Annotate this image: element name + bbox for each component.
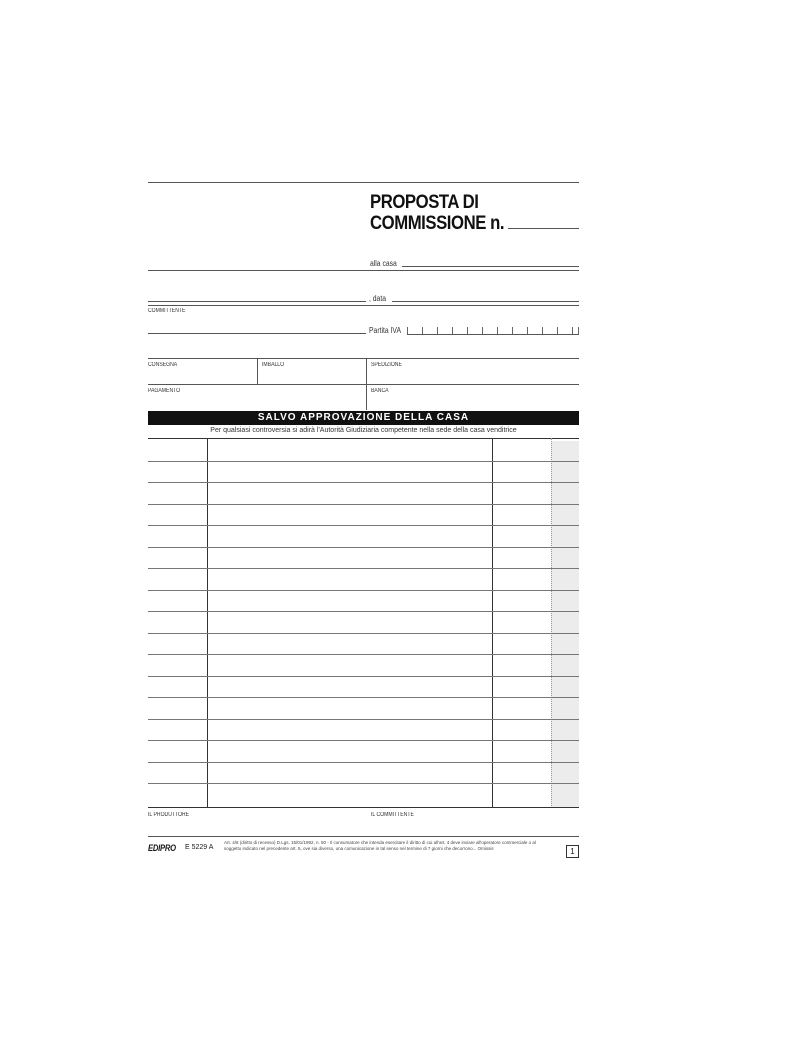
table-row[interactable] xyxy=(148,676,579,677)
iva-digit-divider xyxy=(527,327,528,334)
alla-casa-line[interactable] xyxy=(402,266,579,267)
document-title-line1: PROPOSTA DI xyxy=(370,192,479,213)
brand-text: EDIPRO xyxy=(148,843,176,853)
iva-digit-divider xyxy=(437,327,438,334)
shipping-mid-rule xyxy=(148,384,579,385)
table-row[interactable] xyxy=(148,611,579,612)
table-column-divider xyxy=(551,438,552,808)
partita-iva-field[interactable] xyxy=(407,334,579,335)
table-column-divider xyxy=(492,438,493,808)
table-column-divider xyxy=(207,438,208,808)
partita-iva-label: Partita IVA xyxy=(369,326,402,335)
pagamento-label: PAGAMENTO xyxy=(148,388,181,394)
commission-number-line[interactable] xyxy=(508,228,579,229)
table-row[interactable] xyxy=(148,547,579,548)
table-row[interactable] xyxy=(148,482,579,483)
table-row[interactable] xyxy=(148,525,579,526)
table-row[interactable] xyxy=(148,461,579,462)
top-rule xyxy=(148,182,579,183)
iva-digit-divider xyxy=(452,327,453,334)
spedizione-label: SPEDIZIONE xyxy=(371,362,402,368)
table-row[interactable] xyxy=(148,568,579,569)
table-row[interactable] xyxy=(148,719,579,720)
place-line[interactable] xyxy=(148,301,366,302)
banca-label: BANCA xyxy=(371,388,389,394)
page-number: 1 xyxy=(566,845,579,858)
table-top-rule xyxy=(148,438,579,439)
table-row[interactable] xyxy=(148,590,579,591)
iva-digit-divider xyxy=(578,327,579,334)
price-column-shade xyxy=(551,441,579,807)
legal-text: Art. 4/8 (diritto di recesso) D.Lgs. 15/01/1992, n. 50 - Il consumatore che intenda esercitare il diritto di cui all'art. 4 deve inviare all'operatore commerciale o al soggetto indicato nel precedente art. 5, ove sia diverso, una comunicazione in tal senso nel termine di 7 giorni che decorrono... Omissis xyxy=(224,840,536,851)
iva-digit-divider xyxy=(572,327,573,334)
iva-digit-divider xyxy=(557,327,558,334)
iva-digit-divider xyxy=(467,327,468,334)
signature-client-label: IL COMMITTENTE xyxy=(371,812,414,818)
imballo-label: IMBALLO xyxy=(262,362,285,368)
product-code: E 5229 A xyxy=(185,844,214,851)
iva-digit-divider xyxy=(422,327,423,334)
iva-digit-divider xyxy=(407,327,408,334)
edipro-logo xyxy=(148,843,176,853)
table-row[interactable] xyxy=(148,762,579,763)
footer-rule xyxy=(148,836,579,837)
signature-producer-label: IL PRODUTTORE xyxy=(148,812,190,818)
date-line[interactable] xyxy=(392,301,579,302)
table-row[interactable] xyxy=(148,740,579,741)
shipping-top-rule xyxy=(148,358,579,359)
alla-casa-label: alla casa xyxy=(370,259,397,268)
committente-line[interactable] xyxy=(148,333,366,334)
jurisdiction-notice: Per qualsiasi controversia si adirà l'Autorità Giudiziaria competente nella sede della casa venditrice xyxy=(210,427,517,434)
table-row[interactable] xyxy=(148,697,579,698)
table-row[interactable] xyxy=(148,633,579,634)
document-title-line2: COMMISSIONE n. xyxy=(370,213,505,234)
consegna-label: CONSEGNA xyxy=(148,362,178,368)
iva-digit-divider xyxy=(512,327,513,334)
iva-digit-divider xyxy=(482,327,483,334)
box-divider xyxy=(257,358,258,384)
table-bottom-rule xyxy=(148,807,579,808)
committente-label: COMMITTENTE xyxy=(148,308,186,314)
table-row[interactable] xyxy=(148,654,579,655)
iva-digit-divider xyxy=(497,327,498,334)
committente-divider xyxy=(148,305,579,306)
table-row[interactable] xyxy=(148,783,579,784)
table-row[interactable] xyxy=(148,504,579,505)
approval-banner: SALVO APPROVAZIONE DELLA CASA xyxy=(148,411,579,425)
header-divider xyxy=(148,270,579,271)
iva-digit-divider xyxy=(542,327,543,334)
data-label: , data xyxy=(369,294,387,303)
